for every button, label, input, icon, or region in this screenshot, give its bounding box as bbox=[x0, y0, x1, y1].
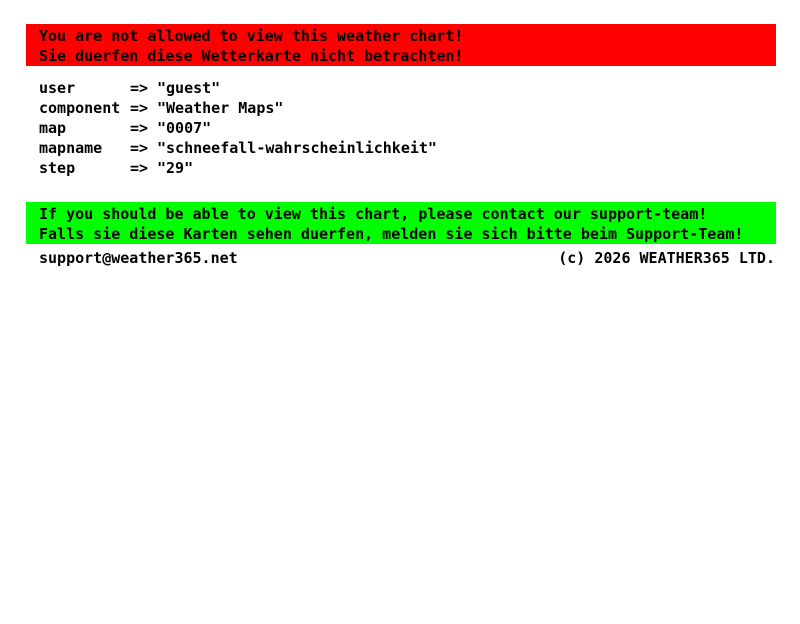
detail-key: user bbox=[39, 79, 76, 97]
arrow-glyph: => bbox=[130, 79, 149, 97]
error-banner-line-english: You are not allowed to view this weather chart! bbox=[39, 27, 464, 45]
access-denied-page bbox=[0, 24, 800, 268]
detail-value: "Weather Maps" bbox=[157, 99, 284, 117]
detail-value: "0007" bbox=[157, 119, 212, 137]
detail-row-map bbox=[39, 118, 800, 138]
arrow-glyph: => bbox=[130, 139, 149, 157]
detail-key: step bbox=[39, 159, 76, 177]
support-email: support@weather365.net bbox=[39, 249, 238, 267]
detail-value: "guest" bbox=[157, 79, 221, 97]
copyright-notice: (c) 2026 WEATHER365 LTD. bbox=[558, 249, 775, 267]
support-banner bbox=[26, 202, 776, 244]
error-banner-line-german: Sie duerfen diese Wetterkarte nicht betrachten! bbox=[39, 47, 464, 65]
detail-value: "29" bbox=[157, 159, 194, 177]
error-banner bbox=[26, 24, 776, 66]
arrow-glyph: => bbox=[130, 119, 149, 137]
detail-key: component bbox=[39, 99, 121, 117]
support-banner-line-german: Falls sie diese Karten sehen duerfen, melden sie sich bitte beim Support-Team! bbox=[39, 225, 744, 243]
detail-key: mapname bbox=[39, 139, 103, 157]
detail-key: map bbox=[39, 119, 67, 137]
detail-row-user bbox=[39, 78, 800, 98]
footer bbox=[39, 248, 775, 268]
detail-row-mapname bbox=[39, 138, 800, 158]
support-banner-line-english: If you should be able to view this chart, please contact our support-team! bbox=[39, 205, 708, 223]
detail-row-component bbox=[39, 98, 800, 118]
arrow-glyph: => bbox=[130, 159, 149, 177]
arrow-glyph: => bbox=[130, 99, 149, 117]
request-details bbox=[39, 78, 800, 178]
detail-value: "schneefall-wahrscheinlichkeit" bbox=[157, 139, 437, 157]
detail-row-step bbox=[39, 158, 800, 178]
